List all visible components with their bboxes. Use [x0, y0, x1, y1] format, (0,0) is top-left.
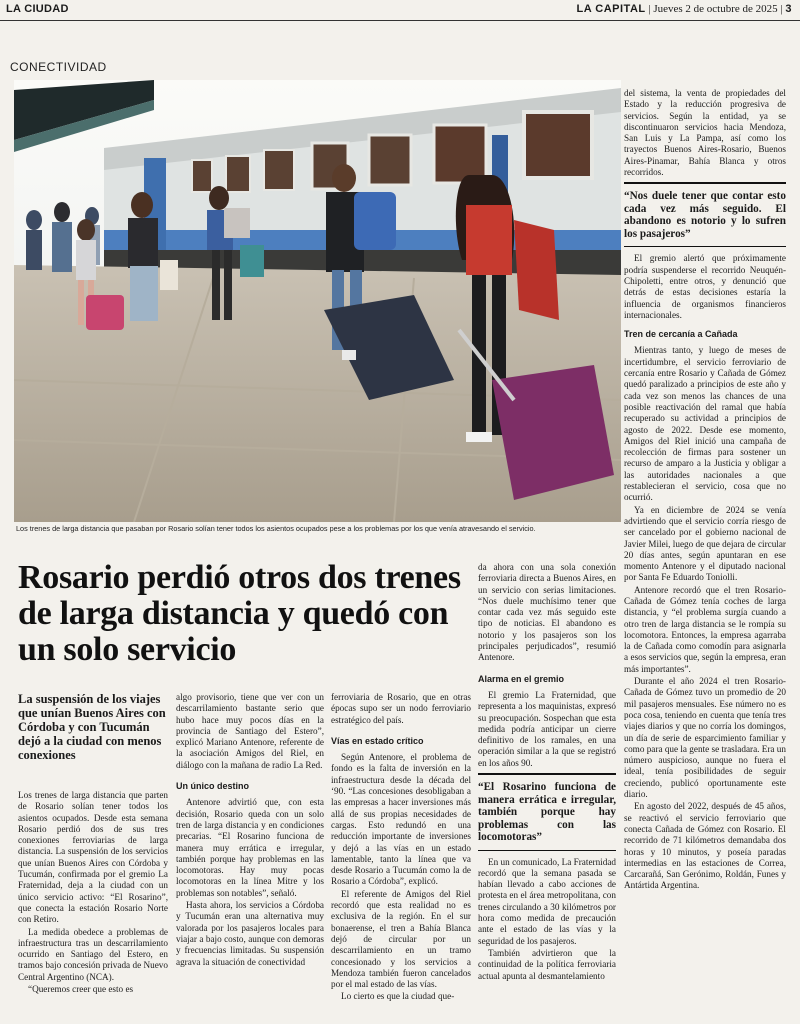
- paragraph: Antenore recordó que el tren Rosario-Cañada de Gómez tenía coches de larga distancia, y “el problema surgía cuando a otro tren de larga distancia se le rompía su locomotora. Entonces, la empresa agarraba la de Cañada como comodín para asignarla a esos servicios que, según la empresa, eran más importantes”.: [624, 584, 786, 674]
- paragraph: Los trenes de larga distancia que parten de Rosario solían tener todos los asientos ocupados. Desde esta semana Rosario perdió dos de sus tres conexiones ferroviarias de larga distancia. La suspensión de los servicios que unían Buenos Aires con Córdoba y Tucumán, confirmada por el gremio La Fraternidad, deja a la ciudad con un único servicio activo: “El Rosarino”, que conecta la estación Rosario Norte con Retiro.: [18, 790, 168, 925]
- paragraph: En un comunicado, La Fraternidad recordó que la semana pasada se habían llevado a cabo acciones de protesta en el área metropolitana, con trenes circulando a 30 kilómetros por hora como medida de precaución ante el estado de las vías y la seguridad de los pasajeros.: [478, 856, 616, 946]
- pull-quote: “El Rosarino funciona de manera errática e irregular, también porque hay problemas con las locomotoras”: [478, 773, 616, 851]
- paragraph: Mientras tanto, y luego de meses de incertidumbre, el servicio ferroviario de cercanía entre Rosario y Cañada de Gómez quedó paralizado a principios de este año y cada vez son menos las chances de una posible reactivación del ramal que había recuperado su actividad a principios de agosto de 2022. Desde ese momento, Amigos del Riel inició una campaña de recolección de firmas para sostener un recurso de amparo a la Justicia y obligar a las autoridades nacionales a que restablecieran el servicio, cosa que no ocurrió.: [624, 345, 786, 503]
- train-window: [524, 112, 592, 178]
- header-rule: [0, 20, 800, 21]
- train-window: [369, 135, 411, 185]
- text-column-5: [624, 88, 786, 893]
- text-column-1: [18, 790, 168, 996]
- paragraph: Lo cierto es que la ciudad que-: [341, 991, 455, 1002]
- subheading: Tren de cercanía a Cañada: [624, 329, 738, 340]
- paragraph: En agosto del 2022, después de 45 años, se reactivó el servicio ferroviario que conecta Cañada de Gómez con Rosario. El recorrido de 71 kilómetros demandaba dos horas y 10 minutos, y poseía paradas intermedias en las estaciones de Correa, Carcarañá, San Gerónimo, Roldán, Funes y Antártida Argentina.: [624, 801, 786, 891]
- paragraph: da ahora con una sola conexión ferroviaria directa a Buenos Aires, en un servicio con serias limitaciones. “Nos duele muchísimo tener que contar cada vez más seguido este tipo de noticias. El abandono es notorio y los pasajeros son los principales perjudicados”, resumió Antenore.: [478, 562, 616, 663]
- train-window: [264, 150, 294, 190]
- train-window: [192, 160, 212, 192]
- page-header: [0, 0, 800, 22]
- paper-name: LA CAPITAL: [576, 3, 646, 15]
- paragraph: El gremio La Fraternidad, que representa a los maquinistas, expresó su preocupación. Sospechan que esta medida podría anticipar un cierre definitivo de los ramales, en una operación similar a la que se registró en los años 90.: [478, 689, 616, 768]
- paragraph: algo provisorio, tiene que ver con un descarrilamiento bastante serio que hubo hace muy pocos días en la provincia de Santiago del Estero”, explicó Mariano Antenore, referente de la asociación Amigos del Riel, en diálogo con la mañana de radio La Red.: [176, 692, 324, 770]
- article-headline: Rosario perdió otros dos trenes de larga distancia y quedó con un solo servicio: [18, 559, 461, 668]
- section-kicker: CONECTIVIDAD: [10, 60, 107, 74]
- paragraph: Según Antenore, el problema de fondo es la falta de inversión en la infraestructura desde la década del ‘90. “Las concesiones desobligaban a las empresas a hacer inversiones más allá de sus propias necesidades de cargas. Esto redundó en una reducción importante de inversiones y dejó a las vías en un estado lamentable, tanto la línea que va desde Rosario a Tucumán como la de Rosario a Córdoba”, explicó.: [331, 752, 471, 887]
- paragraph: “Queremos creer que esto es: [28, 984, 134, 995]
- paragraph: Ya en diciembre de 2024 se venía advirtiendo que el servicio corría riesgo de ser cancelado por el gobierno nacional de Javier Milei, luego de que dejara de circular 20 días antes, según apuntaran en ese momento Antenore y el diputado nacional por Santa Fe Eduardo Toniolli.: [624, 504, 786, 583]
- paragraph: El gremio alertó que próximamente podría suspenderse el recorrido Neuquén-Chipoletti, entre otros, y denunció que detrás de estas decisiones estaría la influencia de organismos financieros internacionales.: [624, 253, 786, 320]
- paragraph: Durante el año 2024 el tren Rosario-Cañada de Gómez tuvo un promedio de 20 mil pasajeros mensuales. Ese número no es poca cosa, teniendo en cuenta que tenía tres viajes diarios y que no corría los domingos, un día de serie de esparcimiento familiar y como para que la gente se trasladara. Era un número auspicioso, aunque no fuera el ideal, tenía posibilidades de seguir creciendo, publicó oportunamente este diario.: [624, 676, 786, 800]
- paragraph: ferroviaria de Rosario, que en otras épocas supo ser un nodo ferroviario estratégico del país.: [331, 692, 471, 725]
- train-platform-illustration: [14, 80, 621, 522]
- pink-suitcase: [86, 295, 124, 330]
- issue-date: Jueves 2 de octubre de 2025: [653, 3, 778, 15]
- paragraph: El referente de Amigos del Riel recordó que esta realidad no es exclusiva de la región. En el sur bonaerense, el tren a Bahía Blanca dejó de circular por un descarrilamiento en un tramo concesionado y los servicios a Mendoza también fueron cancelados por el mal estado de las vías.: [331, 888, 471, 990]
- paragraph: También advirtieron que la continuidad de la política ferroviaria actual apunta al desmantelamiento: [478, 947, 616, 981]
- paragraph: Antenore advirtió que, con esta decisión, Rosario queda con un solo tren de larga distancia y en condiciones precarias. “El Rosarino funciona de manera muy errática e irregular, también porque hay problemas en las locomotoras. Hay muy pocas locomotoras en la línea Mitre y los problemas son notables”, señaló.: [176, 797, 324, 898]
- separator: |: [648, 3, 654, 15]
- train-window: [226, 156, 250, 192]
- paragraph: La medida obedece a problemas de infraestructura tras un descarrilamiento ocurrido en Santiago del Estero, en tramos bajo concesión privada de Nuevo Central Argentino (NCA).: [18, 926, 168, 982]
- paragraph: Hasta ahora, los servicios a Córdoba y Tucumán eran una alternativa muy valorada por los pasajeros locales para viajar a bajo costo, aunque con demoras y frecuencias limitadas. Su suspensión agrava la situación de conectividad: [176, 900, 324, 967]
- red-bag: [514, 220, 559, 320]
- pull-quote: “Nos duele tener que contar esto cada vez más seguido. El abandono es notorio y lo sufren los pasajeros”: [624, 182, 786, 247]
- page-number: 3: [785, 3, 792, 15]
- subheading: Vías en estado crítico: [331, 735, 424, 746]
- subheading: Un único destino: [176, 781, 249, 792]
- masthead-info: [576, 3, 792, 15]
- article-deck: La suspensión de los viajes que unían Buenos Aires con Córdoba y con Tucumán dejó a la ciudad con menos conexiones: [18, 692, 166, 762]
- separator: |: [780, 3, 786, 15]
- text-column-3: [331, 692, 471, 1004]
- text-column-2: [176, 692, 324, 969]
- subheading: Alarma en el gremio: [478, 673, 565, 684]
- photo-caption: Los trenes de larga distancia que pasaban por Rosario solían tener todos los asientos ocupados pese a los problemas por los que venía atravesando el servicio.: [16, 524, 536, 533]
- section-name: LA CIUDAD: [6, 3, 69, 15]
- train-window: [434, 125, 486, 183]
- paragraph: del sistema, la venta de propiedades del Estado y la reducción progresiva de servicios. Según la entidad, ya se discontinuaron servicios hacia Mendoza, San Luis y La Pampa, así como los trayectos Buenos Aires-Rosario, Buenos Aires-Pinamar, Bahía Blanca y otros recorridos.: [624, 88, 786, 178]
- news-photo: [14, 80, 621, 522]
- text-column-4: [478, 562, 616, 983]
